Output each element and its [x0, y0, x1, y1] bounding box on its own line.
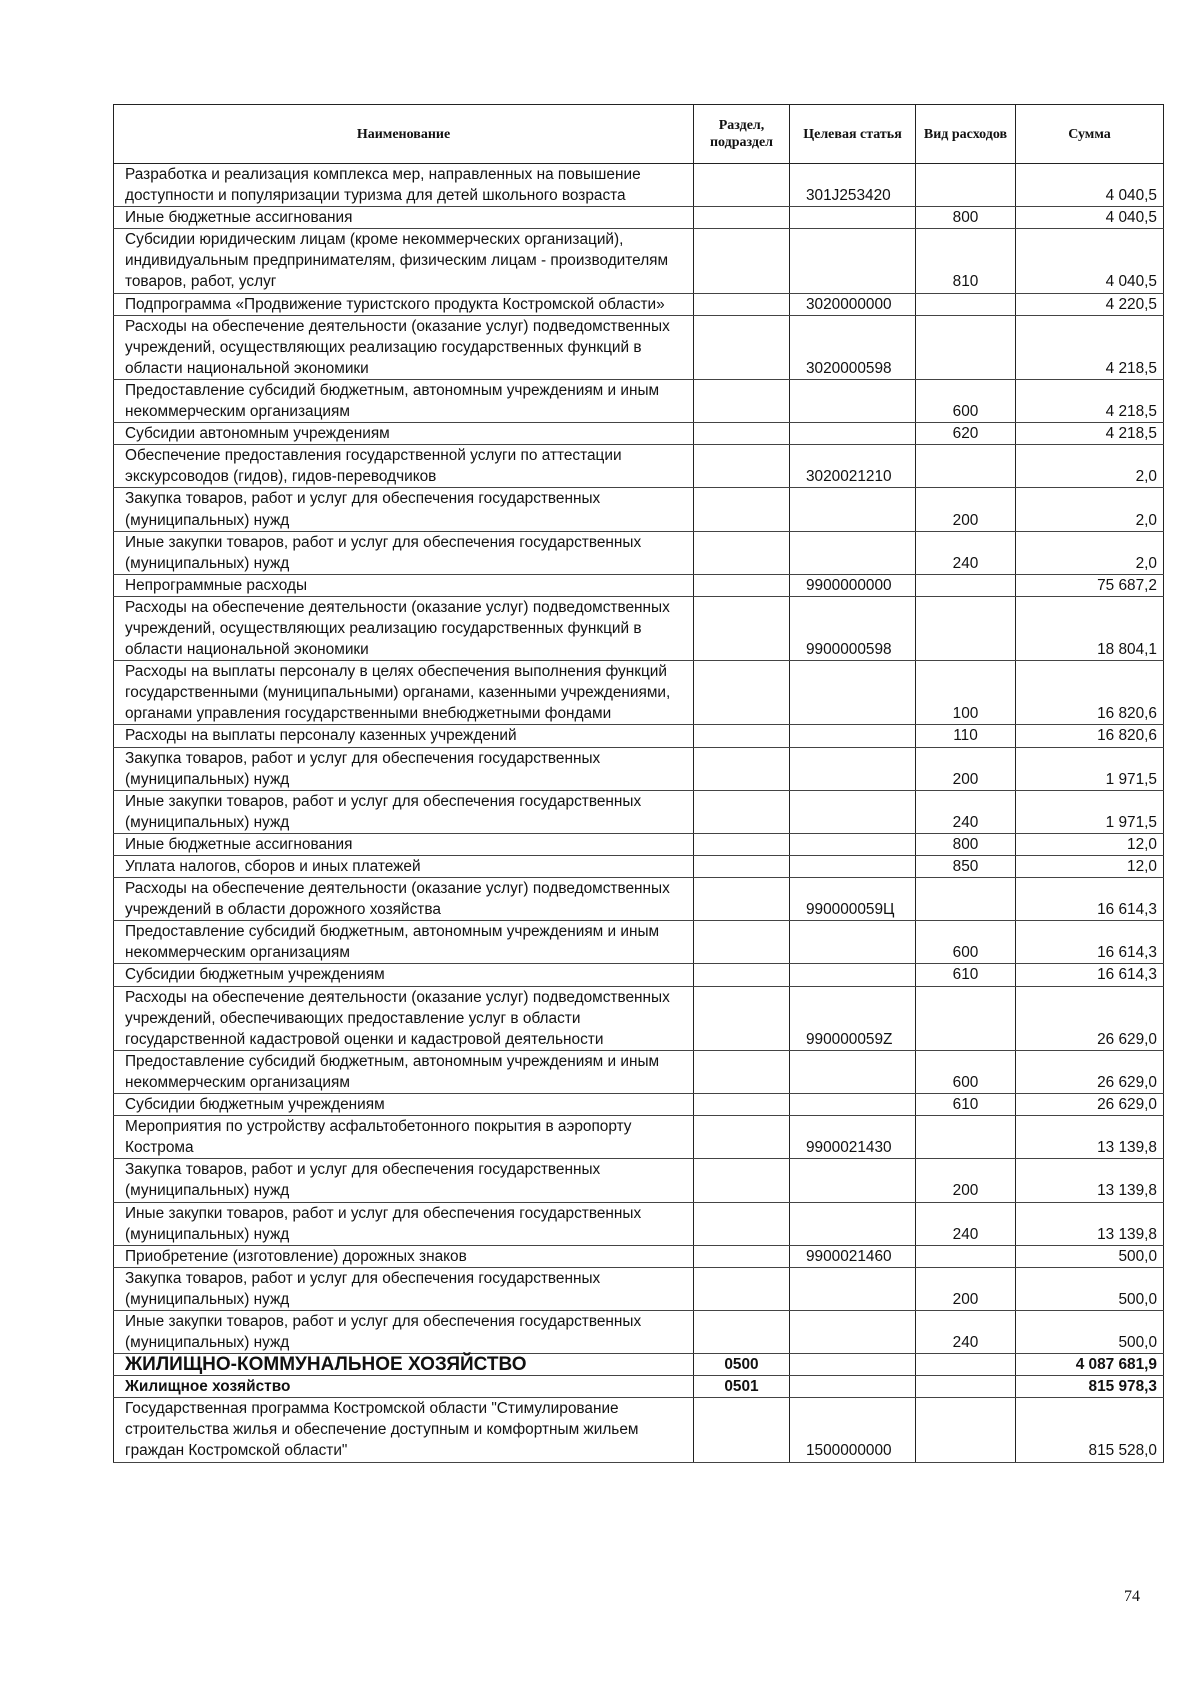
cell-section: 0500 — [694, 1354, 790, 1376]
budget-table-sheet — [113, 104, 1163, 1463]
cell-kind: 240 — [916, 790, 1016, 833]
cell-kind — [916, 986, 1016, 1050]
cell-kind: 240 — [916, 1310, 1016, 1353]
cell-target — [790, 1050, 916, 1093]
cell-sum: 26 629,0 — [1016, 986, 1164, 1050]
cell-sum: 2,0 — [1016, 531, 1164, 574]
table-row — [114, 1094, 1164, 1116]
cell-kind: 110 — [916, 725, 1016, 747]
cell-target: 9900000598 — [790, 596, 916, 660]
cell-target — [790, 207, 916, 229]
table-row — [114, 725, 1164, 747]
cell-target — [790, 488, 916, 531]
cell-sum: 4 218,5 — [1016, 315, 1164, 379]
cell-target — [790, 921, 916, 964]
cell-section — [694, 833, 790, 855]
cell-section — [694, 1398, 790, 1462]
cell-kind — [916, 574, 1016, 596]
cell-name: Разработка и реализация комплекса мер, направленных на повышение доступности и популяризации туризма для детей школьного возраста — [114, 164, 694, 207]
cell-name: Жилищное хозяйство — [114, 1376, 694, 1398]
cell-sum: 13 139,8 — [1016, 1116, 1164, 1159]
cell-section — [694, 1310, 790, 1353]
cell-target — [790, 1202, 916, 1245]
cell-kind: 850 — [916, 856, 1016, 878]
cell-kind: 800 — [916, 207, 1016, 229]
cell-name: Обеспечение предоставления государственной услуги по аттестации экскурсоводов (гидов), гидов-переводчиков — [114, 445, 694, 488]
cell-section — [694, 1267, 790, 1310]
cell-target — [790, 661, 916, 725]
cell-section — [694, 207, 790, 229]
cell-target — [790, 229, 916, 293]
cell-target: 3020000598 — [790, 315, 916, 379]
cell-name: Приобретение (изготовление) дорожных знаков — [114, 1245, 694, 1267]
cell-section — [694, 229, 790, 293]
table-row — [114, 423, 1164, 445]
cell-target — [790, 531, 916, 574]
cell-kind — [916, 445, 1016, 488]
cell-target: 1500000000 — [790, 1398, 916, 1462]
cell-name: Закупка товаров, работ и услуг для обеспечения государственных (муниципальных) нужд — [114, 747, 694, 790]
cell-section — [694, 856, 790, 878]
cell-target: 301J253420 — [790, 164, 916, 207]
cell-name: Закупка товаров, работ и услуг для обеспечения государственных (муниципальных) нужд — [114, 1267, 694, 1310]
table-row — [114, 790, 1164, 833]
table-row — [114, 986, 1164, 1050]
cell-section — [694, 1245, 790, 1267]
cell-target: 9900021460 — [790, 1245, 916, 1267]
cell-section — [694, 531, 790, 574]
cell-sum: 4 218,5 — [1016, 423, 1164, 445]
cell-target: 9900000000 — [790, 574, 916, 596]
cell-section — [694, 445, 790, 488]
cell-kind — [916, 293, 1016, 315]
cell-name: Субсидии юридическим лицам (кроме некоммерческих организаций), индивидуальным предпринимателям, физическим лицам - производителям товаров, работ, услуг — [114, 229, 694, 293]
cell-sum: 18 804,1 — [1016, 596, 1164, 660]
cell-name: Мероприятия по устройству асфальтобетонного покрытия в аэропорту Кострома — [114, 1116, 694, 1159]
header-sum: Сумма — [1016, 105, 1164, 164]
table-row — [114, 1398, 1164, 1462]
header-section: Раздел, подраздел — [694, 105, 790, 164]
cell-name: Предоставление субсидий бюджетным, автономным учреждениям и иным некоммерческим организациям — [114, 379, 694, 422]
table-row — [114, 574, 1164, 596]
cell-sum: 1 971,5 — [1016, 747, 1164, 790]
cell-name: Предоставление субсидий бюджетным, автономным учреждениям и иным некоммерческим организациям — [114, 921, 694, 964]
cell-section — [694, 964, 790, 986]
cell-section — [694, 747, 790, 790]
cell-kind: 200 — [916, 488, 1016, 531]
cell-name: Иные бюджетные ассигнования — [114, 207, 694, 229]
table-row — [114, 164, 1164, 207]
cell-target — [790, 1094, 916, 1116]
cell-kind — [916, 315, 1016, 379]
table-row — [114, 1202, 1164, 1245]
cell-kind — [916, 1245, 1016, 1267]
table-row — [114, 661, 1164, 725]
cell-sum: 815 528,0 — [1016, 1398, 1164, 1462]
cell-sum: 12,0 — [1016, 856, 1164, 878]
table-row — [114, 379, 1164, 422]
cell-target — [790, 1267, 916, 1310]
cell-name: Закупка товаров, работ и услуг для обеспечения государственных (муниципальных) нужд — [114, 488, 694, 531]
cell-name: Субсидии бюджетным учреждениям — [114, 964, 694, 986]
cell-target — [790, 964, 916, 986]
cell-kind: 810 — [916, 229, 1016, 293]
cell-section — [694, 1116, 790, 1159]
cell-target: 990000059Z — [790, 986, 916, 1050]
cell-target: 990000059Ц — [790, 878, 916, 921]
table-row — [114, 921, 1164, 964]
cell-name: Подпрограмма «Продвижение туристского продукта Костромской области» — [114, 293, 694, 315]
page-number: 74 — [1124, 1588, 1140, 1605]
cell-section — [694, 1094, 790, 1116]
cell-section — [694, 921, 790, 964]
table-row — [114, 1310, 1164, 1353]
cell-name: ЖИЛИЩНО-КОММУНАЛЬНОЕ ХОЗЯЙСТВО — [114, 1354, 694, 1376]
cell-name: Закупка товаров, работ и услуг для обеспечения государственных (муниципальных) нужд — [114, 1159, 694, 1202]
cell-name: Иные бюджетные ассигнования — [114, 833, 694, 855]
cell-name: Непрограммные расходы — [114, 574, 694, 596]
cell-kind — [916, 1376, 1016, 1398]
cell-name: Иные закупки товаров, работ и услуг для обеспечения государственных (муниципальных) нужд — [114, 1202, 694, 1245]
table-row — [114, 1245, 1164, 1267]
table-row — [114, 1376, 1164, 1398]
table-row — [114, 1116, 1164, 1159]
table-row — [114, 856, 1164, 878]
table-row — [114, 445, 1164, 488]
table-row — [114, 229, 1164, 293]
cell-name: Расходы на выплаты персоналу казенных учреждений — [114, 725, 694, 747]
cell-section — [694, 986, 790, 1050]
table-row — [114, 1267, 1164, 1310]
cell-sum: 4 087 681,9 — [1016, 1354, 1164, 1376]
cell-target — [790, 856, 916, 878]
cell-kind — [916, 878, 1016, 921]
cell-target — [790, 1376, 916, 1398]
table-row — [114, 1050, 1164, 1093]
header-kind: Вид расходов — [916, 105, 1016, 164]
cell-section — [694, 423, 790, 445]
cell-kind: 240 — [916, 1202, 1016, 1245]
cell-target — [790, 423, 916, 445]
cell-sum: 16 820,6 — [1016, 725, 1164, 747]
cell-sum: 500,0 — [1016, 1267, 1164, 1310]
cell-kind: 600 — [916, 1050, 1016, 1093]
table-row — [114, 964, 1164, 986]
table-row — [114, 315, 1164, 379]
cell-section — [694, 661, 790, 725]
cell-kind: 200 — [916, 1267, 1016, 1310]
cell-name: Расходы на выплаты персоналу в целях обеспечения выполнения функций государственными (муниципальными) органами, казенными учреждениями, органами управления государственными внебюджетными фондами — [114, 661, 694, 725]
cell-kind: 240 — [916, 531, 1016, 574]
cell-target — [790, 1354, 916, 1376]
cell-kind: 800 — [916, 833, 1016, 855]
cell-sum: 4 040,5 — [1016, 207, 1164, 229]
cell-kind: 620 — [916, 423, 1016, 445]
cell-section — [694, 596, 790, 660]
budget-table — [113, 104, 1164, 1463]
cell-sum: 4 040,5 — [1016, 164, 1164, 207]
cell-sum: 16 820,6 — [1016, 661, 1164, 725]
cell-target: 3020000000 — [790, 293, 916, 315]
cell-section — [694, 1202, 790, 1245]
table-row — [114, 833, 1164, 855]
cell-name: Предоставление субсидий бюджетным, автономным учреждениям и иным некоммерческим организациям — [114, 1050, 694, 1093]
cell-target — [790, 790, 916, 833]
cell-section — [694, 1159, 790, 1202]
cell-target: 3020021210 — [790, 445, 916, 488]
table-row — [114, 596, 1164, 660]
cell-sum: 4 218,5 — [1016, 379, 1164, 422]
cell-target — [790, 1310, 916, 1353]
cell-section — [694, 488, 790, 531]
cell-name: Расходы на обеспечение деятельности (оказание услуг) подведомственных учреждений, осуществляющих реализацию государственных функций в области национальной экономики — [114, 315, 694, 379]
cell-sum: 26 629,0 — [1016, 1050, 1164, 1093]
cell-name: Иные закупки товаров, работ и услуг для обеспечения государственных (муниципальных) нужд — [114, 531, 694, 574]
cell-section: 0501 — [694, 1376, 790, 1398]
table-row — [114, 747, 1164, 790]
cell-sum: 26 629,0 — [1016, 1094, 1164, 1116]
cell-kind: 200 — [916, 1159, 1016, 1202]
cell-target — [790, 747, 916, 790]
cell-name: Расходы на обеспечение деятельности (оказание услуг) подведомственных учреждений, обеспечивающих предоставление услуг в области государственной кадастровой оценки и кадастровой деятельности — [114, 986, 694, 1050]
cell-section — [694, 315, 790, 379]
cell-name: Субсидии автономным учреждениям — [114, 423, 694, 445]
cell-target — [790, 1159, 916, 1202]
cell-target — [790, 833, 916, 855]
table-row — [114, 1354, 1164, 1376]
cell-section — [694, 293, 790, 315]
cell-sum: 500,0 — [1016, 1310, 1164, 1353]
header-name: Наименование — [114, 105, 694, 164]
cell-section — [694, 574, 790, 596]
cell-sum: 13 139,8 — [1016, 1202, 1164, 1245]
cell-section — [694, 790, 790, 833]
cell-sum: 75 687,2 — [1016, 574, 1164, 596]
cell-sum: 16 614,3 — [1016, 921, 1164, 964]
cell-kind — [916, 1398, 1016, 1462]
cell-section — [694, 725, 790, 747]
cell-sum: 1 971,5 — [1016, 790, 1164, 833]
cell-sum: 16 614,3 — [1016, 964, 1164, 986]
cell-section — [694, 878, 790, 921]
cell-name: Государственная программа Костромской области "Стимулирование строительства жилья и обеспечение доступным и комфортным жильем граждан Костромской области" — [114, 1398, 694, 1462]
cell-section — [694, 379, 790, 422]
cell-target — [790, 725, 916, 747]
cell-kind: 610 — [916, 1094, 1016, 1116]
cell-kind — [916, 1354, 1016, 1376]
table-row — [114, 488, 1164, 531]
cell-kind: 600 — [916, 921, 1016, 964]
cell-sum: 2,0 — [1016, 445, 1164, 488]
table-row — [114, 878, 1164, 921]
cell-sum: 4 040,5 — [1016, 229, 1164, 293]
cell-name: Расходы на обеспечение деятельности (оказание услуг) подведомственных учреждений в области дорожного хозяйства — [114, 878, 694, 921]
cell-sum: 12,0 — [1016, 833, 1164, 855]
table-row — [114, 293, 1164, 315]
cell-kind: 610 — [916, 964, 1016, 986]
cell-kind: 100 — [916, 661, 1016, 725]
table-header-row — [114, 105, 1164, 164]
table-row — [114, 531, 1164, 574]
header-target: Целевая статья — [790, 105, 916, 164]
cell-kind: 600 — [916, 379, 1016, 422]
cell-sum: 815 978,3 — [1016, 1376, 1164, 1398]
cell-name: Иные закупки товаров, работ и услуг для обеспечения государственных (муниципальных) нужд — [114, 790, 694, 833]
cell-kind: 200 — [916, 747, 1016, 790]
cell-name: Субсидии бюджетным учреждениям — [114, 1094, 694, 1116]
cell-kind — [916, 1116, 1016, 1159]
cell-kind — [916, 164, 1016, 207]
cell-kind — [916, 596, 1016, 660]
cell-target: 9900021430 — [790, 1116, 916, 1159]
cell-name: Расходы на обеспечение деятельности (оказание услуг) подведомственных учреждений, осуществляющих реализацию государственных функций в области национальной экономики — [114, 596, 694, 660]
cell-name: Уплата налогов, сборов и иных платежей — [114, 856, 694, 878]
cell-name: Иные закупки товаров, работ и услуг для обеспечения государственных (муниципальных) нужд — [114, 1310, 694, 1353]
cell-sum: 2,0 — [1016, 488, 1164, 531]
table-row — [114, 207, 1164, 229]
cell-sum: 4 220,5 — [1016, 293, 1164, 315]
cell-section — [694, 164, 790, 207]
table-row — [114, 1159, 1164, 1202]
cell-sum: 500,0 — [1016, 1245, 1164, 1267]
cell-target — [790, 379, 916, 422]
cell-section — [694, 1050, 790, 1093]
cell-sum: 16 614,3 — [1016, 878, 1164, 921]
cell-sum: 13 139,8 — [1016, 1159, 1164, 1202]
table-body — [114, 164, 1164, 1463]
